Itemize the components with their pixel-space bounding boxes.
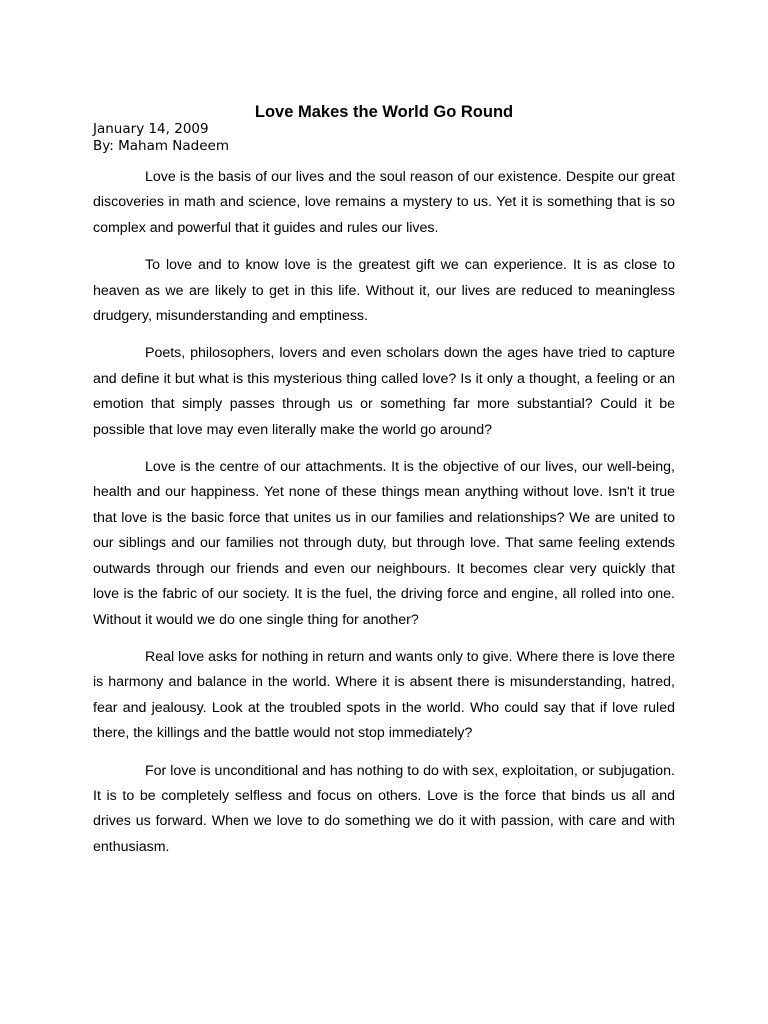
paragraph: Love is the basis of our lives and the soul reason of our existence. Despite our great discoveries in math and science, love remains a mystery to us. Yet it is something that is so complex and powerful that it guides and rules our lives. <box>93 169 675 236</box>
paragraph: For love is unconditional and has nothing to do with sex, exploitation, or subjugation. It is to be completely selfless and focus on others. Love is the force that binds us all and drives us forward. When we love to do something we do it with passion, with care and with enthusiasm. <box>93 762 675 855</box>
document-body <box>93 165 675 872</box>
paragraph: To love and to know love is the greatest gift we can experience. It is as close to heaven as we are likely to get in this life. Without it, our lives are reduced to meaningless drudgery, misunderstanding and emptiness. <box>93 257 675 325</box>
paragraph: Love is the centre of our attachments. It is the objective of our lives, our well-being, health and our happiness. Yet none of these things mean anything without love. Isn't it true that love is the basic force that unites us in our families and relationships? We are united to our siblings and our families not through duty, but through love. That same feeling extends outwards through our friends and even our neighbours. It becomes clear very quickly that love is the fabric of our society. It is the fuel, the driving force and engine, all rolled into one. Without it would we do one single thing for another? <box>93 459 675 628</box>
document-date: January 14, 2009 <box>93 121 209 137</box>
document-meta <box>93 121 229 155</box>
document-title: Love Makes the World Go Round <box>254 103 514 121</box>
document-byline: By: Maham Nadeem <box>93 138 230 154</box>
paragraph: Real love asks for nothing in return and wants only to give. Where there is love there is harmony and balance in the world. Where it is absent there is misunderstanding, hatred, fear and jealousy. Look at the troubled spots in the world. Who could say that if love ruled there, the killings and the battle would not stop immediately? <box>93 648 675 742</box>
paragraph: Poets, philosophers, lovers and even scholars down the ages have tried to capture and define it but what is this mysterious thing called love? Is it only a thought, a feeling or an emotion that simply passes through us or something far more substantial? Could it be possible that love may even literally make the world go around? <box>93 345 675 438</box>
